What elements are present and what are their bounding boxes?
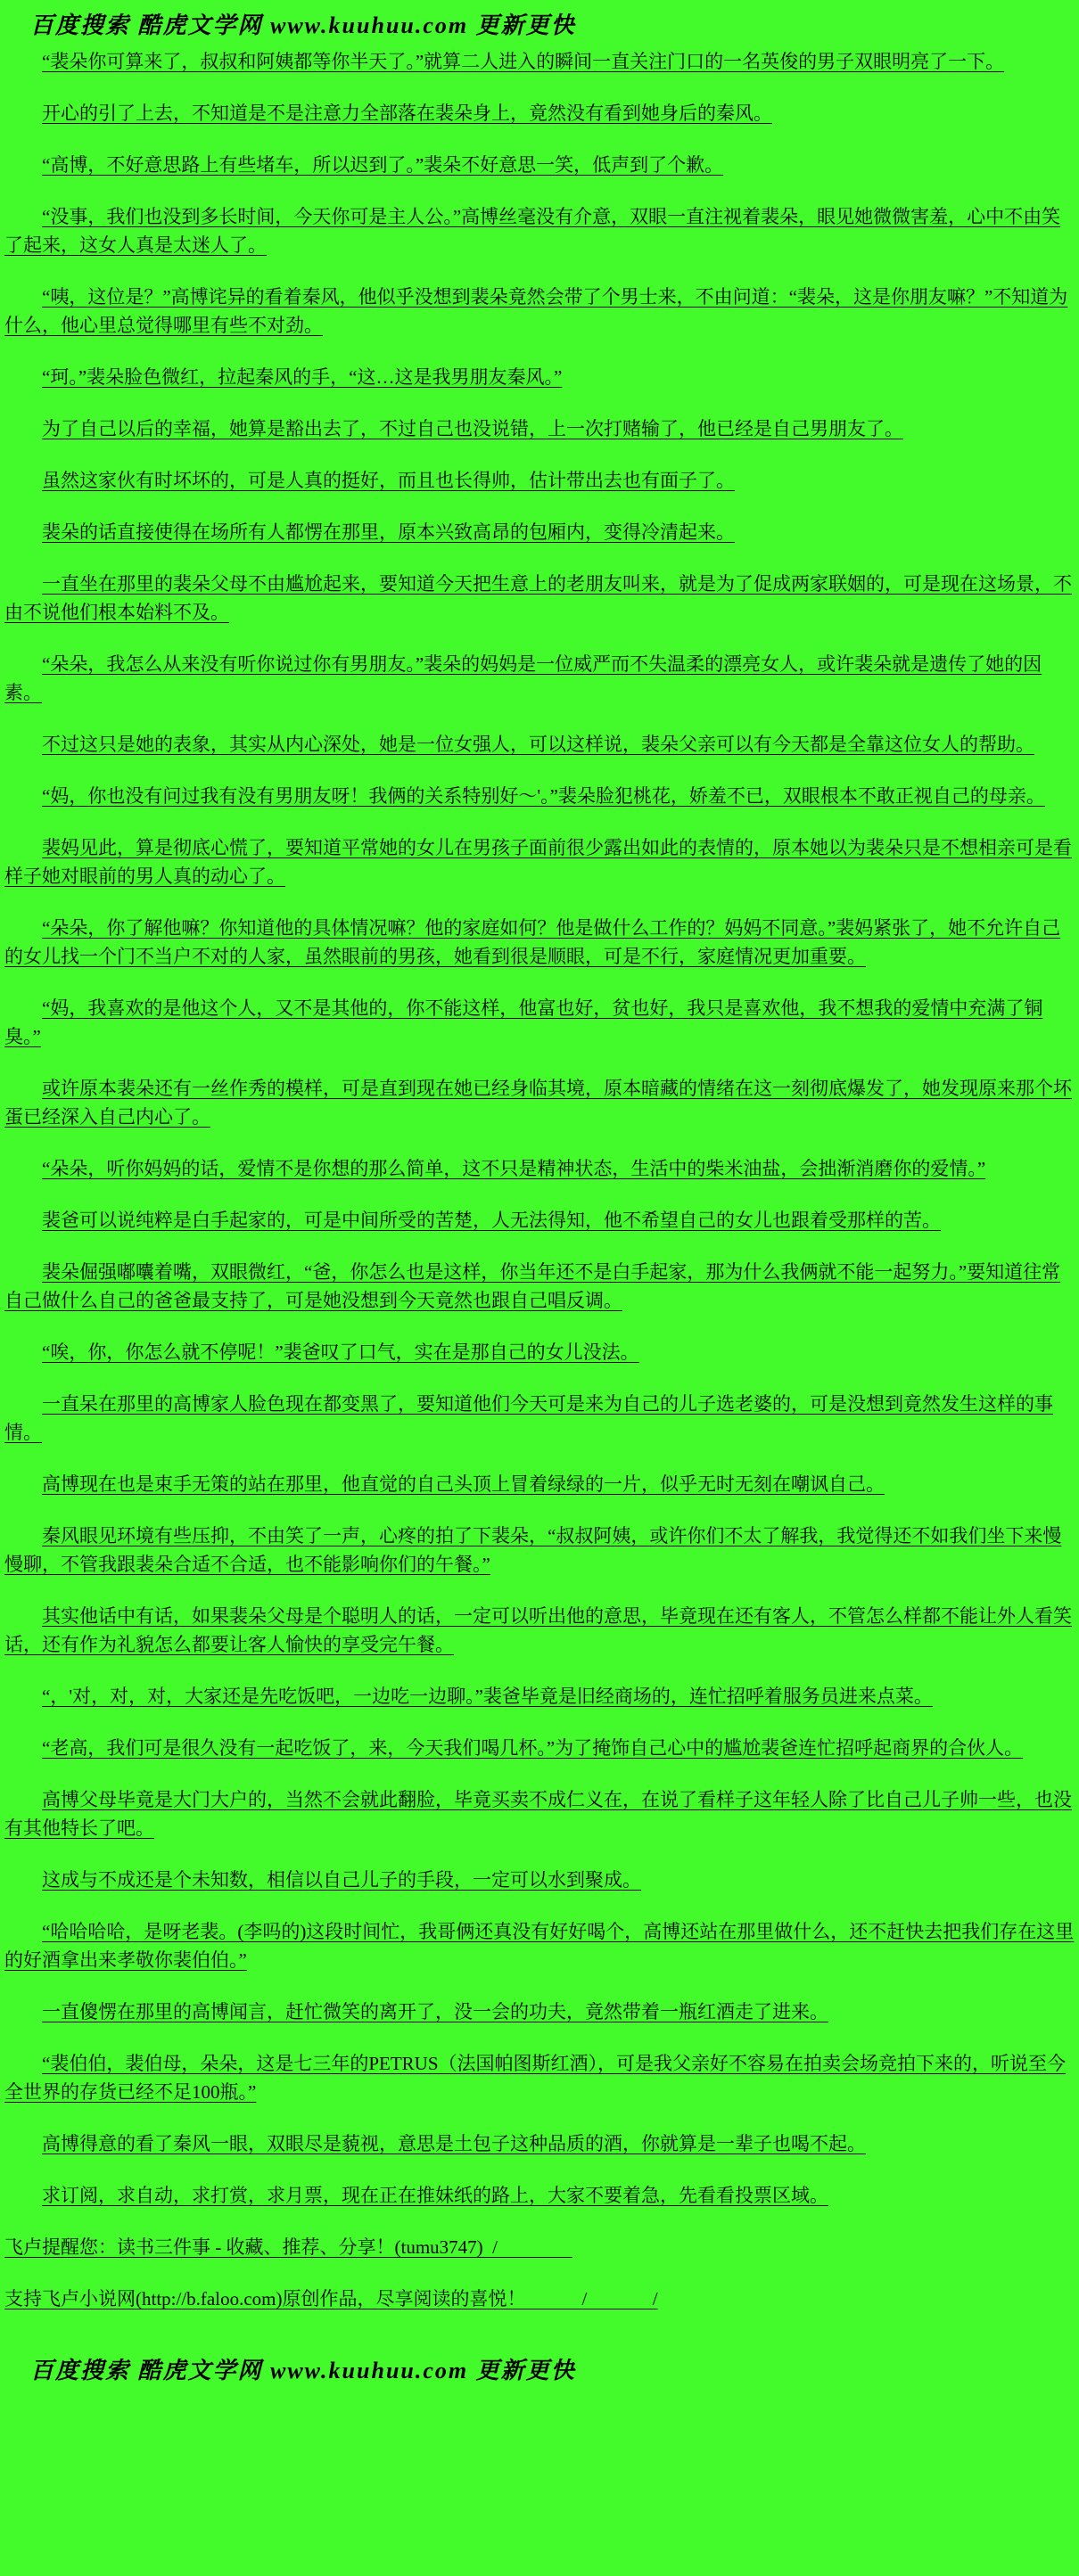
novel-paragraph: 一直呆在那里的高博家人脸色现在都变黑了，要知道他们今天可是来为自己的儿子选老婆的，可是没想到竟然发生这样的事情。	[4, 1393, 1053, 1443]
novel-paragraph: 裴爸可以说纯粹是白手起家的，可是中间所受的苦楚，人无法得知，他不希望自己的女儿也跟着受那样的苦。	[42, 1210, 941, 1231]
novel-paragraph: 一直坐在那里的裴朵父母不由尴尬起来，要知道今天把生意上的老朋友叫来，就是为了促成两家联姻的，可是现在这场景，不由不说他们根本始料不及。	[4, 573, 1072, 623]
novel-paragraph: 飞卢提醒您：读书三件事 - 收藏、推荐、分享！(tumu3747) /	[4, 2236, 572, 2258]
novel-paragraph: “妈，我喜欢的是他这个人，又不是其他的，你不能这样，他富也好，贫也好，我只是喜欢他，我不想我的爱情中充满了铜臭。”	[4, 997, 1043, 1047]
site-watermark-banner-top	[0, 0, 1079, 45]
novel-paragraph: “朵朵，我怎么从来没有听你说过你有男朋友。”裴朵的妈妈是一位威严而不失温柔的漂亮女人，或许裴朵就是遗传了她的因素。	[4, 653, 1042, 703]
novel-paragraph: “妈，你也没有问过我有没有男朋友呀！我俩的关系特别好～'。”裴朵脸犯桃花，娇羞不已，双眼根本不敢正视自己的母亲。	[42, 785, 1045, 807]
novel-paragraph: “高博，不好意思路上有些堵车，所以迟到了。”裴朵不好意思一笑，低声到了个歉。	[42, 154, 724, 176]
novel-paragraph: “朵朵，听你妈妈的话，爱情不是你想的那么简单，这不只是精神状态，生活中的柴米油盐，会拙渐消磨你的爱情。”	[42, 1158, 986, 1179]
site-watermark-text: 百度搜索 酷虎文学网 www.kuuhuu.com 更新更快	[30, 12, 576, 38]
novel-paragraph: “唉，你，你怎么就不停呢！”裴爸叹了口气，实在是那自己的女儿没法。	[42, 1341, 639, 1363]
novel-paragraph: “朵朵，你了解他嘛？你知道他的具体情况嘛？他的家庭如何？他是做什么工作的？妈妈不同意。”裴妈紧张了，她不允许自己的女儿找一个门不当户不对的人家，虽然眼前的男孩，她看到很是顺眼，可是不行，家庭情况更加重要。	[4, 917, 1061, 967]
novel-paragraph: 裴朵倔强嘟囔着嘴，双眼微红，“爸，你怎么也是这样，你当年还不是白手起家，那为什么我俩就不能一起努力。”要知道往常自己做什么自己的爸爸最支持了，可是她没想到今天竟然也跟自己唱反调。	[4, 1261, 1061, 1311]
novel-paragraph: “老高，我们可是很久没有一起吃饭了，来，今天我们喝几杯。”为了掩饰自己心中的尴尬裴爸连忙招呼起商界的合伙人。	[42, 1737, 1024, 1759]
novel-paragraph: “哈哈哈哈，是呀老裴。(李吗的)这段时间忙，我哥俩还真没有好好喝个，高博还站在那里做什么，还不赶快去把我们存在这里的好酒拿出来孝敬你裴伯伯。”	[4, 1921, 1075, 1971]
site-watermark-text: 百度搜索 酷虎文学网 www.kuuhuu.com 更新更快	[30, 2358, 576, 2383]
novel-paragraph: 其实他话中有话，如果裴朵父母是个聪明人的话，一定可以听出他的意思，毕竟现在还有客人，不管怎么样都不能让外人看笑话，还有作为礼貌怎么都要让客人愉快的享受完午餐。	[4, 1605, 1072, 1655]
chapter-text-body	[0, 45, 1079, 2313]
novel-paragraph: “裴朵你可算来了，叔叔和阿姨都等你半天了。”就算二人进入的瞬间一直关注门口的一名英俊的男子双眼明亮了一下。	[42, 51, 1005, 72]
novel-paragraph: 开心的引了上去，不知道是不是注意力全部落在裴朵身上，竟然没有看到她身后的秦风。	[42, 103, 772, 124]
novel-paragraph: 裴朵的话直接使得在场所有人都愣在那里，原本兴致高昂的包厢内，变得冷清起来。	[42, 521, 735, 543]
novel-paragraph: 一直傻愣在那里的高博闻言，赶忙微笑的离开了，没一会的功夫，竟然带着一瓶红酒走了进来。	[42, 2001, 828, 2022]
novel-paragraph: 不过这只是她的表象，其实从内心深处，她是一位女强人，可以这样说，裴朵父亲可以有今天都是全靠这位女人的帮助。	[42, 734, 1034, 755]
novel-paragraph: “咦，这位是？”高博诧异的看着秦风，他似乎没想到裴朵竟然会带了个男士来，不由问道：“裴朵，这是你朋友嘛？”不知道为什么，他心里总觉得哪里有些不对劲。	[4, 286, 1068, 336]
novel-paragraph: “没事，我们也没到多长时间，今天你可是主人公。”高博丝毫没有介意，双眼一直注视着裴朵，眼见她微微害羞，心中不由笑了起来，这女人真是太迷人了。	[4, 206, 1061, 256]
novel-paragraph: 高博得意的看了秦风一眼，双眼尽是藐视，意思是土包子这种品质的酒，你就算是一辈子也喝不起。	[42, 2133, 866, 2154]
novel-paragraph: 求订阅，求自动，求打赏，求月票，现在正在推妹纸的路上，大家不要着急，先看看投票区域。	[42, 2185, 828, 2206]
novel-paragraph: “珂。”裴朵脸色微红，拉起秦风的手，“这…这是我男朋友秦风。”	[42, 366, 563, 388]
novel-paragraph: 这成与不成还是个未知数，相信以自己儿子的手段，一定可以水到聚成。	[42, 1869, 641, 1891]
novel-paragraph: 或许原本裴朵还有一丝作秀的模样，可是直到现在她已经身临其境，原本暗藏的情绪在这一刻彻底爆发了，她发现原来那个坏蛋已经深入自己内心了。	[4, 1078, 1072, 1128]
novel-paragraph: 虽然这家伙有时坏坏的，可是人真的挺好，而且也长得帅，估计带出去也有面子了。	[42, 470, 735, 491]
novel-paragraph: “，'对，对，对，大家还是先吃饭吧，一边吃一边聊。”裴爸毕竟是旧经商场的，连忙招呼着服务员进来点菜。	[42, 1686, 933, 1707]
novel-paragraph: 为了自己以后的幸福，她算是豁出去了，不过自己也没说错，上一次打赌输了，他已经是自己男朋友了。	[42, 418, 903, 439]
site-watermark-banner-bottom	[0, 2336, 1079, 2394]
novel-paragraph: 高博父母毕竟是大门大户的，当然不会就此翻脸，毕竟买卖不成仁义在，在说了看样子这年轻人除了比自己儿子帅一些，也没有其他特长了吧。	[4, 1789, 1072, 1839]
novel-paragraph: “裴伯伯，裴伯母，朵朵，这是七三年的PETRUS（法国帕图斯红酒），可是我父亲好不容易在拍卖会场竞拍下来的，听说至今全世界的存货已经不足100瓶。”	[4, 2053, 1067, 2103]
novel-paragraph: 秦风眼见环境有些压抑，不由笑了一声，心疼的拍了下裴朵，“叔叔阿姨，或许你们不太了解我，我觉得还不如我们坐下来慢慢聊，不管我跟裴朵合适不合适，也不能影响你们的午餐。”	[4, 1525, 1062, 1575]
novel-paragraph: 裴妈见此，算是彻底心慌了，要知道平常她的女儿在男孩子面前很少露出如此的表情的，原本她以为裴朵只是不想相亲可是看样子她对眼前的男人真的动心了。	[4, 837, 1072, 887]
novel-paragraph: 高博现在也是束手无策的站在那里，他直觉的自己头顶上冒着绿绿的一片，似乎无时无刻在嘲讽自己。	[42, 1473, 885, 1495]
novel-paragraph: 支持飞卢小说网(http://b.faloo.com)原创作品，尽享阅读的喜悦！ / /	[4, 2288, 658, 2309]
